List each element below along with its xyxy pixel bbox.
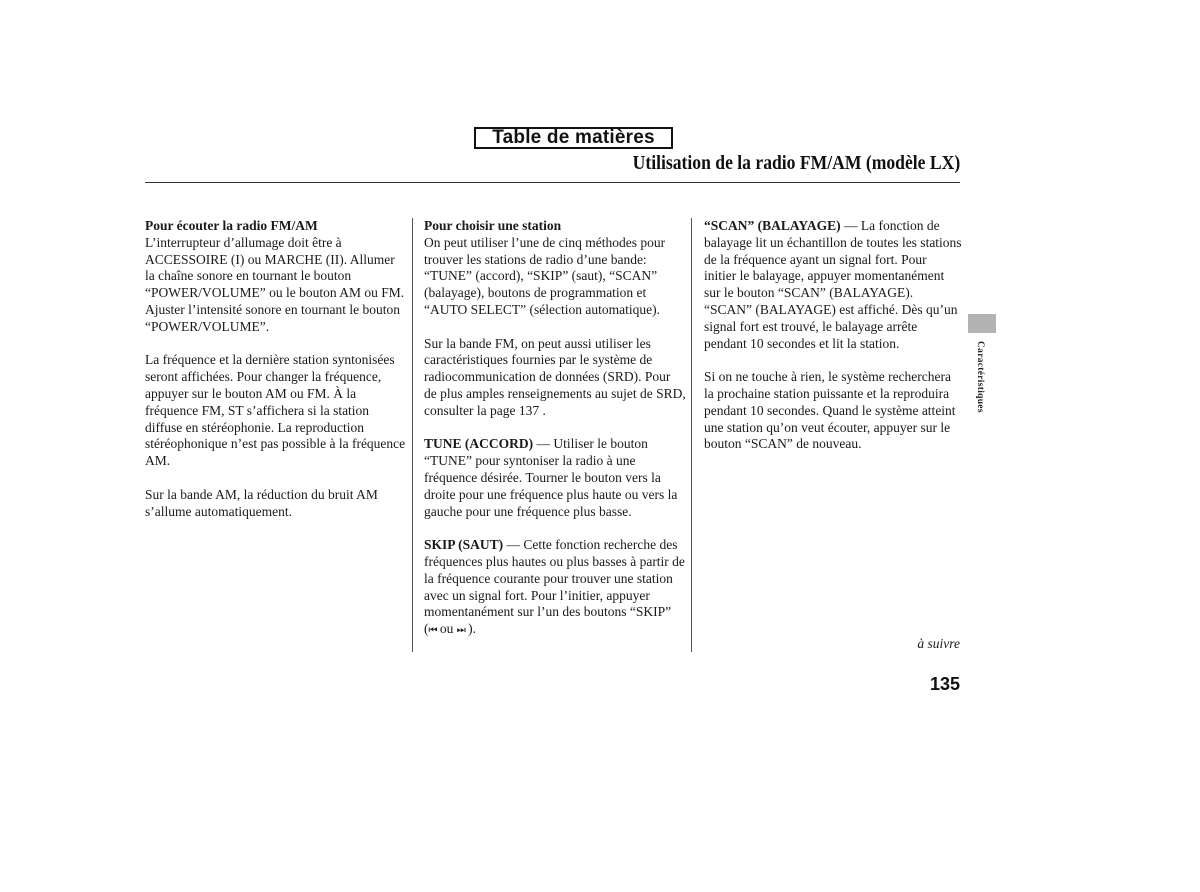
skip-heading: SKIP (SAUT) <box>424 537 504 553</box>
continued-note: à suivre <box>917 636 960 651</box>
skip-next-icon: ⏭ <box>456 625 465 637</box>
skip-text: — Cette fonction recherche des fréquences plus hautes ou plus basses à partir de la fréquence courante pour trouver une station avec un signal fort. Pour l’initier, appuyer momentanément sur l’un des boutons “SKIP” ( <box>424 537 685 637</box>
paragraph-scan <box>704 218 962 352</box>
page-number: 135 <box>929 674 960 694</box>
paragraph-rds <box>424 336 686 420</box>
paragraph-tune <box>424 436 686 520</box>
skip-previous-icon: ⏮ <box>428 625 437 637</box>
section-heading-listening: Pour écouter la radio FM/AM <box>145 218 318 233</box>
tune-heading: TUNE (ACCORD) <box>424 436 534 452</box>
tune-text: — Utiliser le bouton “TUNE” pour syntoniser la radio à une fréquence désirée. Tourner le bouton vers la droite pour une fréquence plus haute ou vers la gauche pour une fréquence plus basse. <box>424 436 678 519</box>
page-reference-link[interactable]: 137 <box>518 402 540 418</box>
title-divider <box>145 182 960 183</box>
column-listening <box>145 218 407 537</box>
paragraph-noise-reduction: Sur la bande AM, la réduction du bruit AM s’allume automatiquement. <box>145 486 378 519</box>
scan-text: — La fonction de balayage lit un échantillon de toutes les stations de la fréquence ayant un signal fort. Pour initier le balayage, appuyer momentanément sur le bouton “SCAN” (BALAYAGE). “SCAN” (BALAYAGE) est affiché. Dès qu’un signal fort est trouvé, le balayage arrête pendant 10 secondes et lit la station. <box>704 218 962 351</box>
column-divider-right <box>691 218 692 652</box>
paragraph-methods: On peut utiliser l’une de cinq méthodes pour trouver les stations de radio d’une bande: “TUNE” (accord), “SKIP” (saut), “SCAN” (balayage), boutons de programmation et “AUTO SELECT” (sélection automatique). <box>424 234 666 317</box>
column-scan <box>704 218 962 470</box>
section-side-label: Caractéristiques <box>975 341 985 413</box>
paragraph-skip <box>424 537 686 640</box>
table-of-contents-button[interactable]: Table de matières <box>474 127 673 149</box>
page-title: Utilisation de la radio FM/AM (modèle LX) <box>632 152 960 174</box>
section-tab-marker <box>968 314 996 333</box>
rds-text: Sur la bande FM, on peut aussi utiliser les caractéristiques fournies par le système de radiocommunication de données (SRD). Pour de plus amples renseignements au sujet de SRD, consulter la page <box>424 335 686 418</box>
paragraph-scan-continue: Si on ne touche à rien, le système recherchera la prochaine station puissante et la reproduira pendant 10 secondes. Quand le système atteint une station qu’on veut écouter, appuyer sur le bouton “SCAN” de nouveau. <box>704 369 956 452</box>
paragraph-ignition: L’interrupteur d’allumage doit être à ACCESSOIRE (I) ou MARCHE (II). Allumer la chaîne sonore en tournant le bouton “POWER/VOLUME” ou le bouton AM ou FM. Ajuster l’intensité sonore en tournant le bouton “POWER/VOLUME”. <box>145 234 405 334</box>
section-heading-choose-station: Pour choisir une station <box>424 218 562 233</box>
scan-heading: “SCAN” (BALAYAGE) <box>704 218 841 233</box>
rds-text-end: . <box>539 402 546 418</box>
paragraph-frequency: La fréquence et la dernière station syntonisées seront affichées. Pour changer la fréquence, appuyer sur le bouton AM ou FM. À la fréquence FM, ST s’affichera si la station diffuse en stéréophonie. La reproduction stéréophonique n’est pas possible à la fréquence AM. <box>145 352 406 469</box>
skip-or-text: ou <box>436 621 457 637</box>
skip-text-end: ). <box>464 621 476 637</box>
column-choosing-station <box>424 218 686 657</box>
column-divider-left <box>412 218 413 652</box>
